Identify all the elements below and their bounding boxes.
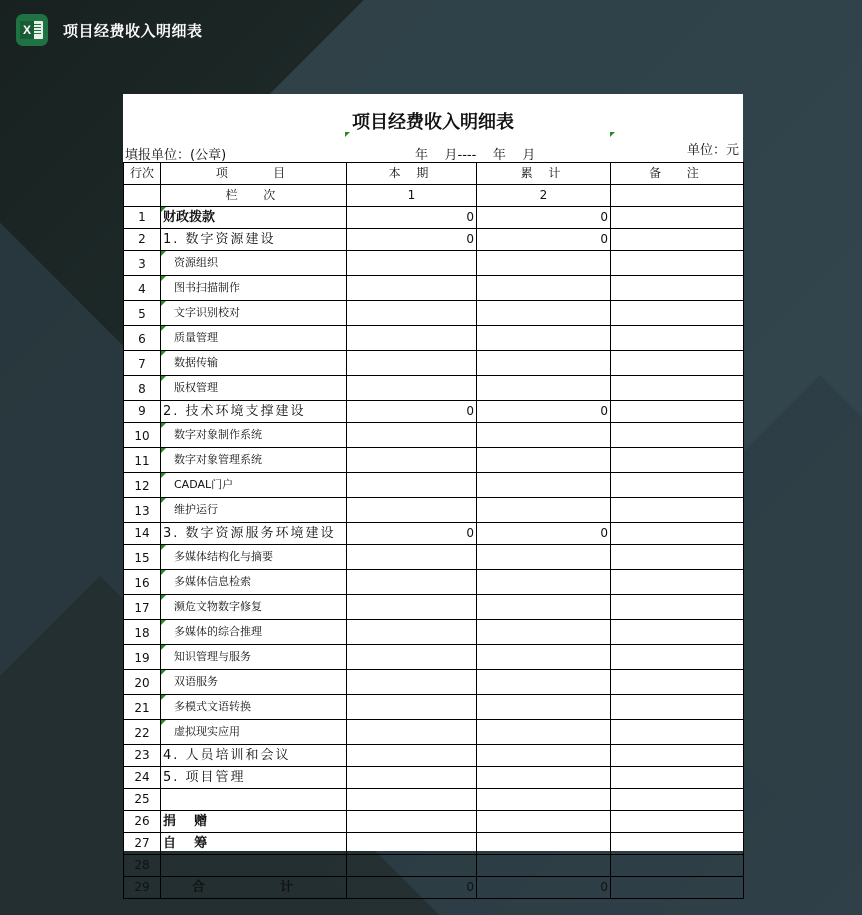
item-label: 1. 数字资源建设 (163, 232, 276, 247)
cumulative-cell[interactable] (477, 423, 611, 448)
remark-cell[interactable] (611, 695, 744, 720)
current-period-cell[interactable] (347, 855, 477, 877)
cumulative-cell[interactable] (477, 570, 611, 595)
table-row (124, 229, 744, 251)
cumulative-cell[interactable] (477, 695, 611, 720)
item-label: 文字识别校对 (174, 306, 240, 319)
item-label: 资源组织 (174, 256, 218, 269)
current-period-cell[interactable] (347, 620, 477, 645)
item-cell[interactable] (161, 301, 347, 326)
item-label: 虚拟现实应用 (174, 725, 240, 738)
remark-cell[interactable] (611, 401, 744, 423)
item-label: 数据传输 (174, 356, 218, 369)
comment-marker-icon (161, 620, 166, 625)
item-label: 多媒体的综合推理 (174, 625, 262, 638)
row-number-cell[interactable]: 2 (124, 229, 161, 251)
comment-marker-icon (161, 695, 166, 700)
row-number-cell[interactable]: 16 (124, 570, 161, 595)
cumulative-cell[interactable] (477, 595, 611, 620)
current-period-cell[interactable] (347, 301, 477, 326)
table-row (124, 523, 744, 545)
table-row (124, 301, 744, 326)
item-label: 合 计 (191, 880, 316, 895)
app-header (0, 0, 862, 60)
row-number-cell[interactable]: 11 (124, 448, 161, 473)
item-cell[interactable] (161, 545, 347, 570)
item-cell[interactable] (161, 695, 347, 720)
row-number-cell[interactable]: 13 (124, 498, 161, 523)
remark-cell[interactable] (611, 855, 744, 877)
row-number-cell[interactable]: 18 (124, 620, 161, 645)
row-number-cell[interactable]: 10 (124, 423, 161, 448)
item-cell[interactable] (161, 276, 347, 301)
item-cell[interactable] (161, 767, 347, 789)
header-row (124, 163, 744, 185)
item-cell[interactable] (161, 376, 347, 401)
remark-cell[interactable] (611, 326, 744, 351)
table-row (124, 207, 744, 229)
table-row (124, 833, 744, 855)
item-cell[interactable] (161, 620, 347, 645)
row-number-cell[interactable]: 8 (124, 376, 161, 401)
row-number-cell[interactable]: 20 (124, 670, 161, 695)
header-remark[interactable]: 备 注 (611, 163, 744, 185)
item-label: 捐 赠 (163, 814, 208, 829)
remark-cell[interactable] (611, 276, 744, 301)
item-label: 数字对象制作系统 (174, 428, 262, 441)
remark-cell[interactable] (611, 251, 744, 276)
current-period-cell[interactable] (347, 351, 477, 376)
column-index-cell[interactable] (124, 185, 161, 207)
row-number-cell[interactable]: 29 (124, 877, 161, 899)
comment-marker-icon (161, 473, 166, 478)
remark-cell[interactable] (611, 833, 744, 855)
item-cell[interactable] (161, 351, 347, 376)
remark-cell[interactable] (611, 745, 744, 767)
remark-cell[interactable] (611, 570, 744, 595)
remark-cell[interactable] (611, 620, 744, 645)
table-row (124, 473, 744, 498)
item-cell[interactable] (161, 720, 347, 745)
table-row (124, 498, 744, 523)
cumulative-cell[interactable] (477, 473, 611, 498)
table-row (124, 620, 744, 645)
current-period-cell[interactable] (347, 670, 477, 695)
remark-cell[interactable] (611, 877, 744, 899)
item-label: 3. 数字资源服务环境建设 (163, 526, 336, 541)
table-row (124, 351, 744, 376)
cumulative-cell[interactable] (477, 498, 611, 523)
current-period-cell[interactable] (347, 595, 477, 620)
item-label: 财政拨款 (163, 210, 216, 225)
row-number-cell[interactable]: 9 (124, 401, 161, 423)
row-number-cell[interactable]: 14 (124, 523, 161, 545)
item-cell[interactable] (161, 251, 347, 276)
item-cell[interactable] (161, 745, 347, 767)
remark-cell[interactable] (611, 670, 744, 695)
row-number-cell[interactable]: 22 (124, 720, 161, 745)
remark-cell[interactable] (611, 376, 744, 401)
item-cell[interactable] (161, 448, 347, 473)
current-period-cell[interactable] (347, 833, 477, 855)
table-row (124, 401, 744, 423)
cumulative-cell[interactable]: 0 (477, 401, 611, 423)
current-period-cell[interactable]: 0 (347, 229, 477, 251)
item-cell[interactable] (161, 877, 347, 899)
header-current[interactable]: 本 期 (347, 163, 477, 185)
table-row (124, 448, 744, 473)
comment-marker-icon (161, 251, 166, 256)
cumulative-cell[interactable]: 0 (477, 877, 611, 899)
comment-marker-icon (161, 670, 166, 675)
column-label[interactable]: 栏 次 (161, 185, 347, 207)
comment-marker-icon (161, 595, 166, 600)
current-period-cell[interactable]: 0 (347, 877, 477, 899)
table-row (124, 720, 744, 745)
remark-cell[interactable] (611, 473, 744, 498)
current-period-cell[interactable] (347, 695, 477, 720)
current-period-cell[interactable] (347, 326, 477, 351)
comment-marker-icon (161, 376, 166, 381)
row-number-cell[interactable]: 23 (124, 745, 161, 767)
item-cell[interactable] (161, 833, 347, 855)
cumulative-cell[interactable] (477, 645, 611, 670)
item-label: 多媒体结构化与摘要 (174, 550, 273, 563)
row-number-cell[interactable]: 25 (124, 789, 161, 811)
comment-marker-icon (161, 498, 166, 503)
table-row (124, 811, 744, 833)
column-index-row (124, 185, 744, 207)
current-period-cell[interactable] (347, 789, 477, 811)
table-row (124, 767, 744, 789)
item-cell[interactable] (161, 326, 347, 351)
remark-cell[interactable] (611, 301, 744, 326)
row-number-cell[interactable]: 28 (124, 855, 161, 877)
item-label: 濒危文物数字修复 (174, 600, 262, 613)
fill-unit-label[interactable]: 填报单位：(公章) (125, 148, 227, 163)
item-label: 版权管理 (174, 381, 218, 394)
table-row (124, 645, 744, 670)
comment-marker-icon (161, 448, 166, 453)
row-number-cell[interactable]: 19 (124, 645, 161, 670)
remark-cell[interactable] (611, 720, 744, 745)
cumulative-cell[interactable] (477, 720, 611, 745)
comment-marker-icon (610, 132, 615, 137)
remark-cell[interactable] (611, 498, 744, 523)
table-row (124, 695, 744, 720)
column-index-2[interactable]: 2 (477, 185, 611, 207)
item-cell[interactable] (161, 855, 347, 877)
table-row (124, 595, 744, 620)
comment-marker-icon (161, 207, 166, 212)
cumulative-cell[interactable] (477, 767, 611, 789)
item-label: 5. 项目管理 (163, 770, 246, 785)
column-index-1[interactable]: 1 (347, 185, 477, 207)
table-row (124, 877, 744, 899)
cumulative-cell[interactable] (477, 326, 611, 351)
date-range-label[interactable]: 年 月---- 年 月 (415, 148, 536, 163)
row-number-cell[interactable]: 4 (124, 276, 161, 301)
cumulative-cell[interactable] (477, 448, 611, 473)
current-period-cell[interactable] (347, 276, 477, 301)
item-label: 质量管理 (174, 331, 218, 344)
row-number-cell[interactable]: 7 (124, 351, 161, 376)
cumulative-cell[interactable] (477, 855, 611, 877)
comment-marker-icon (345, 132, 350, 137)
cumulative-cell[interactable] (477, 789, 611, 811)
item-cell[interactable] (161, 473, 347, 498)
current-period-cell[interactable]: 0 (347, 401, 477, 423)
comment-marker-icon (161, 570, 166, 575)
item-cell[interactable] (161, 595, 347, 620)
current-period-cell[interactable] (347, 767, 477, 789)
cumulative-cell[interactable]: 0 (477, 229, 611, 251)
row-number-cell[interactable]: 3 (124, 251, 161, 276)
remark-cell[interactable] (611, 789, 744, 811)
document-title[interactable]: 项目经费收入明细表 (352, 112, 514, 133)
table-row (124, 326, 744, 351)
remark-cell[interactable] (611, 448, 744, 473)
header-row-no[interactable]: 行次 (124, 163, 161, 185)
row-number-cell[interactable]: 15 (124, 545, 161, 570)
cumulative-cell[interactable] (477, 276, 611, 301)
remark-cell[interactable] (611, 229, 744, 251)
cumulative-cell[interactable] (477, 670, 611, 695)
current-period-cell[interactable]: 0 (347, 523, 477, 545)
item-label: 图书扫描制作 (174, 281, 240, 294)
row-number-cell[interactable]: 5 (124, 301, 161, 326)
comment-marker-icon (161, 545, 166, 550)
current-period-cell[interactable] (347, 645, 477, 670)
app-title: 项目经费收入明细表 (63, 22, 203, 40)
table-row (124, 423, 744, 448)
cumulative-cell[interactable] (477, 251, 611, 276)
cumulative-cell[interactable] (477, 301, 611, 326)
cumulative-cell[interactable]: 0 (477, 207, 611, 229)
row-number-cell[interactable]: 17 (124, 595, 161, 620)
row-number-cell[interactable]: 6 (124, 326, 161, 351)
current-period-cell[interactable] (347, 473, 477, 498)
comment-marker-icon (161, 423, 166, 428)
cumulative-cell[interactable] (477, 833, 611, 855)
column-index-cell[interactable] (611, 185, 744, 207)
current-period-cell[interactable] (347, 545, 477, 570)
cumulative-cell[interactable]: 0 (477, 523, 611, 545)
income-detail-table (123, 162, 744, 899)
row-number-cell[interactable]: 12 (124, 473, 161, 498)
item-cell[interactable] (161, 229, 347, 251)
currency-unit-label[interactable]: 单位：元 (686, 143, 739, 158)
cumulative-cell[interactable] (477, 376, 611, 401)
table-row (124, 789, 744, 811)
row-number-cell[interactable]: 1 (124, 207, 161, 229)
comment-marker-icon (161, 276, 166, 281)
item-label: 数字对象管理系统 (174, 453, 262, 466)
item-label: CADAL门户 (174, 478, 234, 491)
item-cell[interactable] (161, 789, 347, 811)
item-label: 多模式文语转换 (174, 700, 251, 713)
remark-cell[interactable] (611, 523, 744, 545)
remark-cell[interactable] (611, 767, 744, 789)
table-row (124, 545, 744, 570)
item-label: 双语服务 (174, 675, 218, 688)
item-cell[interactable] (161, 207, 347, 229)
current-period-cell[interactable] (347, 498, 477, 523)
comment-marker-icon (161, 645, 166, 650)
item-label: 自 筹 (163, 836, 208, 851)
remark-cell[interactable] (611, 645, 744, 670)
table-row (124, 276, 744, 301)
cumulative-cell[interactable] (477, 811, 611, 833)
item-cell[interactable] (161, 401, 347, 423)
spreadsheet-page (123, 94, 743, 895)
header-cumulative[interactable]: 累 计 (477, 163, 611, 185)
item-cell[interactable] (161, 645, 347, 670)
current-period-cell[interactable] (347, 811, 477, 833)
cumulative-cell[interactable] (477, 620, 611, 645)
item-cell[interactable] (161, 423, 347, 448)
table-row (124, 855, 744, 877)
current-period-cell[interactable]: 0 (347, 207, 477, 229)
current-period-cell[interactable] (347, 570, 477, 595)
table-row (124, 570, 744, 595)
item-cell[interactable] (161, 570, 347, 595)
current-period-cell[interactable] (347, 251, 477, 276)
cumulative-cell[interactable] (477, 745, 611, 767)
table-row (124, 670, 744, 695)
item-label: 2. 技术环境支撑建设 (163, 404, 306, 419)
row-number-cell[interactable]: 27 (124, 833, 161, 855)
header-item[interactable]: 项 目 (161, 163, 347, 185)
comment-marker-icon (161, 720, 166, 725)
table-row (124, 745, 744, 767)
remark-cell[interactable] (611, 351, 744, 376)
item-label: 维护运行 (174, 503, 218, 516)
current-period-cell[interactable] (347, 448, 477, 473)
item-cell[interactable] (161, 498, 347, 523)
item-cell[interactable] (161, 523, 347, 545)
table-row (124, 251, 744, 276)
item-label: 4. 人员培训和会议 (163, 748, 291, 763)
item-cell[interactable] (161, 811, 347, 833)
item-label: 多媒体信息检索 (174, 575, 251, 588)
current-period-cell[interactable] (347, 745, 477, 767)
item-cell[interactable] (161, 670, 347, 695)
comment-marker-icon (161, 351, 166, 356)
remark-cell[interactable] (611, 423, 744, 448)
comment-marker-icon (161, 301, 166, 306)
remark-cell[interactable] (611, 811, 744, 833)
current-period-cell[interactable] (347, 376, 477, 401)
remark-cell[interactable] (611, 595, 744, 620)
cumulative-cell[interactable] (477, 545, 611, 570)
table-row (124, 376, 744, 401)
row-number-cell[interactable]: 24 (124, 767, 161, 789)
row-number-cell[interactable]: 26 (124, 811, 161, 833)
remark-cell[interactable] (611, 207, 744, 229)
item-label: 知识管理与服务 (174, 650, 251, 663)
row-number-cell[interactable]: 21 (124, 695, 161, 720)
comment-marker-icon (161, 326, 166, 331)
cumulative-cell[interactable] (477, 351, 611, 376)
excel-icon: X (16, 14, 48, 46)
remark-cell[interactable] (611, 545, 744, 570)
current-period-cell[interactable] (347, 720, 477, 745)
current-period-cell[interactable] (347, 423, 477, 448)
